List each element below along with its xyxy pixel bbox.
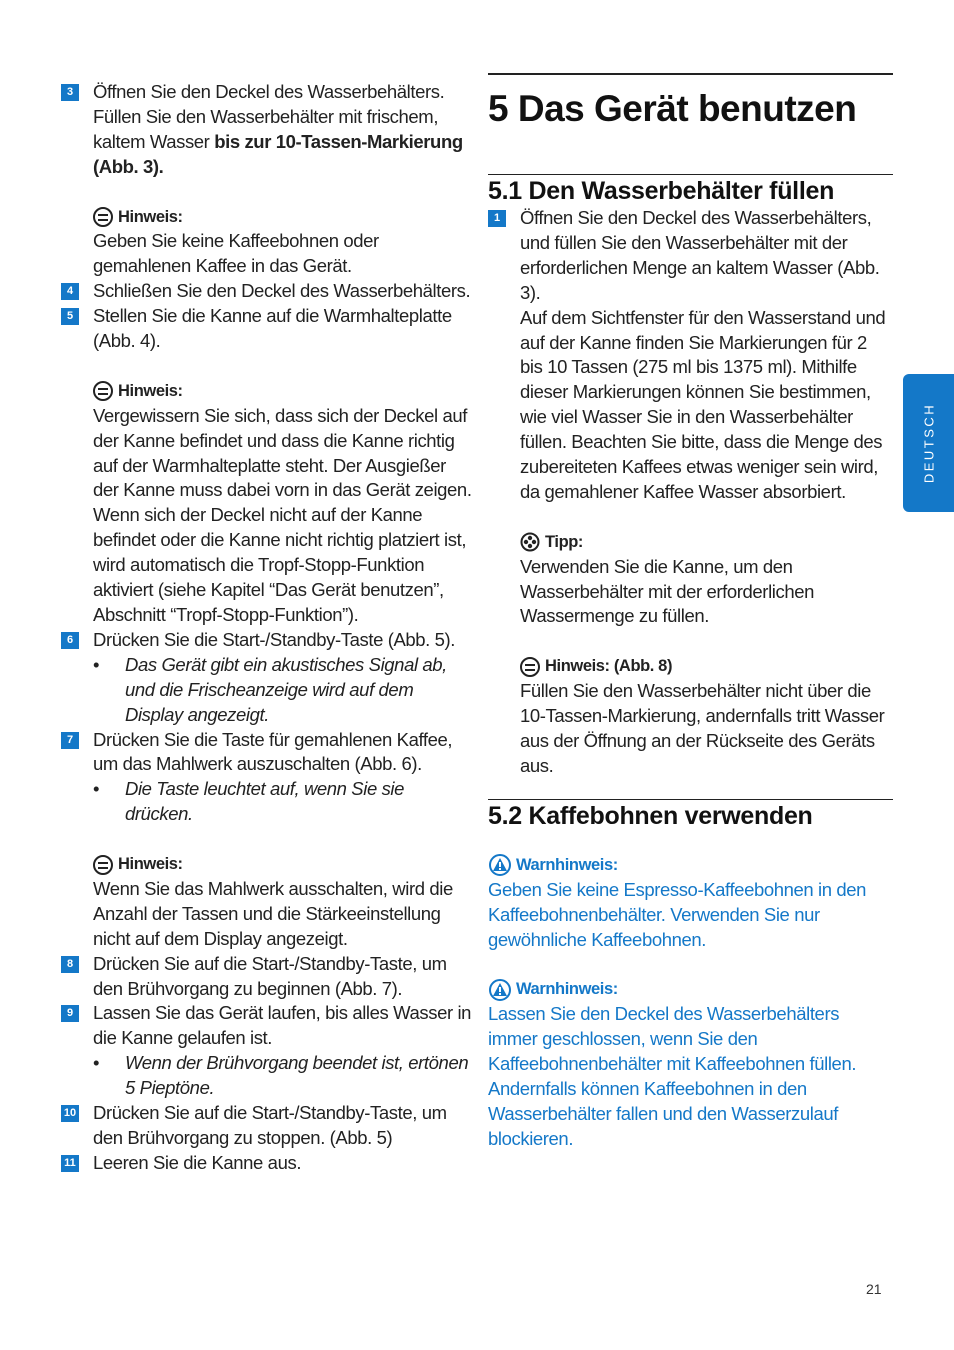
step-7 bbox=[61, 728, 473, 778]
step-text: Lassen Sie das Gerät laufen, bis alles Wasser in die Kanne gelaufen ist. bbox=[93, 1002, 472, 1049]
section-title: 5.1 Den Wasserbehälter füllen bbox=[488, 177, 835, 205]
step-8 bbox=[61, 952, 473, 1002]
step-3 bbox=[61, 80, 473, 180]
note-box bbox=[61, 205, 473, 280]
step-number: 1 bbox=[488, 210, 506, 227]
step-number: 4 bbox=[61, 283, 79, 300]
warning-title: Warnhinweis: bbox=[516, 980, 618, 999]
tip-icon bbox=[520, 532, 540, 552]
note-icon bbox=[93, 207, 113, 227]
step-4 bbox=[61, 279, 473, 304]
step-number: 7 bbox=[61, 732, 79, 749]
step-number: 11 bbox=[61, 1155, 79, 1172]
step-5 bbox=[61, 304, 473, 354]
warning-icon bbox=[488, 854, 512, 876]
section-title: 5.2 Kaffebohnen verwenden bbox=[488, 801, 813, 830]
step-number: 3 bbox=[61, 84, 79, 101]
step-text: Öffnen Sie den Deckel des Wasserbehälters, und füllen Sie den Wasserbehälter mit der erforderlichen Menge an kaltem Wasser (Abb. 3). bbox=[520, 207, 880, 303]
chapter-rule bbox=[488, 73, 893, 75]
step-text: Drücken Sie die Start-/Standby-Taste (Abb. 5). bbox=[93, 628, 456, 650]
warning-text: Geben Sie keine Espresso-Kaffeebohnen in den Kaffeebohnenbehälter. Verwenden Sie nur gewöhnliche Kaffeebohnen. bbox=[488, 878, 867, 950]
step-6 bbox=[61, 628, 473, 653]
step-text: Drücken Sie auf die Start-/Standby-Taste, um den Brühvorgang zu beginnen (Abb. 7). bbox=[93, 952, 447, 999]
tip-text: Verwenden Sie die Kanne, um den Wasserbehälter mit der erforderlichen Wassermenge zu füllen. bbox=[520, 555, 815, 627]
note-box bbox=[488, 654, 893, 779]
note-box bbox=[61, 852, 473, 952]
result-bullet: • Wenn der Brühvorgang beendet ist, ertönen 5 Pieptöne. bbox=[93, 1052, 469, 1099]
warning-title: Warnhinweis: bbox=[516, 855, 618, 874]
step-number: 6 bbox=[61, 632, 79, 649]
note-icon bbox=[520, 657, 540, 677]
warning-box bbox=[488, 853, 893, 953]
language-tab bbox=[903, 374, 954, 512]
step-text: Schließen Sie den Deckel des Wasserbehälters. bbox=[93, 280, 471, 302]
step-1 bbox=[488, 206, 893, 505]
step-number: 5 bbox=[61, 308, 79, 325]
left-column bbox=[61, 80, 473, 1176]
section-rule bbox=[488, 799, 893, 800]
step-text-bold: bis zur 10-Tassen-Markierung (Abb. 3). bbox=[93, 130, 463, 177]
step-text: Drücken Sie die Taste für gemahlenen Kaffee, um das Mahlwerk auszuschalten (Abb. 6). bbox=[93, 728, 453, 775]
note-icon bbox=[93, 855, 113, 875]
chapter-title: 5 Das Gerät benutzen bbox=[488, 88, 857, 129]
note-text: Wenn Sie das Mahlwerk ausschalten, wird die Anzahl der Tassen und die Stärkeeinstellung nicht auf dem Display angezeigt. bbox=[93, 877, 453, 949]
page-number: 21 bbox=[866, 1281, 882, 1297]
step-number: 9 bbox=[61, 1005, 79, 1022]
note-title: Hinweis: bbox=[118, 207, 183, 226]
step-9 bbox=[61, 1001, 473, 1051]
note-text: Geben Sie keine Kaffeebohnen oder gemahlenen Kaffee in das Gerät. bbox=[93, 230, 379, 277]
section-rule bbox=[488, 174, 893, 175]
note-title: Hinweis: bbox=[118, 381, 183, 400]
step-number: 10 bbox=[61, 1105, 79, 1122]
note-title: Hinweis: (Abb. 8) bbox=[545, 657, 673, 676]
step-text: Leeren Sie die Kanne aus. bbox=[93, 1151, 302, 1173]
warning-box bbox=[488, 977, 893, 1151]
warning-icon bbox=[488, 979, 512, 1001]
tip-box bbox=[488, 530, 893, 630]
note-icon bbox=[93, 381, 113, 401]
warning-text: Lassen Sie den Deckel des Wasserbehälters immer geschlossen, wenn Sie den Kaffeebohnenbehälter mit Kaffeebohnen füllen. Andernfalls können Kaffeebohnen in den Wasserbehälter fallen und den Wasserzulauf blockieren. bbox=[488, 1003, 857, 1149]
step-text: Öffnen Sie den Deckel des Wasserbehälters. Füllen Sie den Wasserbehälter mit frischem, kaltem Wasser bis zur 10-Tassen-Markierung (Abb. 3). bbox=[93, 81, 463, 177]
tip-title: Tipp: bbox=[545, 532, 584, 551]
step-text-continued: Auf dem Sichtfenster für den Wasserstand und auf der Kanne finden Sie Markierungen für 2 bis 10 Tassen (275 ml bis 1375 ml). Mithilfe dieser Markierungen können Sie bestimmen, wie viel Wasser Sie in den Wasserbehälter füllen. Beachten Sie bitte, dass die Menge des zubereiteten Kaffees etwas weniger sein wird, da gemahlener Kaffee Wasser absorbiert. bbox=[520, 306, 886, 502]
step-text: Stellen Sie die Kanne auf die Warmhalteplatte (Abb. 4). bbox=[93, 305, 452, 352]
note-text: Füllen Sie den Wasserbehälter nicht über die 10-Tassen-Markierung, andernfalls tritt Wasser aus der Öffnung an der Rückseite des Geräts aus. bbox=[520, 680, 885, 776]
step-11 bbox=[61, 1151, 473, 1176]
note-title: Hinweis: bbox=[118, 855, 183, 874]
step-text: Drücken Sie auf die Start-/Standby-Taste, um den Brühvorgang zu stoppen. (Abb. 5) bbox=[93, 1102, 447, 1149]
result-bullet: • Die Taste leuchtet auf, wenn Sie sie drücken. bbox=[93, 778, 405, 825]
note-box bbox=[61, 379, 473, 628]
result-bullet: • Das Gerät gibt ein akustisches Signal ab, und die Frischeanzeige wird auf dem Display angezeigt. bbox=[93, 653, 447, 725]
language-label: DEUTSCH bbox=[921, 402, 936, 484]
note-text: Vergewissern Sie sich, dass sich der Deckel auf der Kanne befindet und dass die Kanne richtig auf der Warmhalteplatte steht. Der Ausgießer der Kanne muss dabei vorn in das Gerät zeigen. Wenn sich der Deckel nicht auf der Kanne befindet oder die Kanne nicht richtig platziert ist, wird automatisch die Tropf-Stopp-Funktion aktiviert (siehe Kapitel “Das Gerät benutzen”, Abschnitt “Tropf-Stopp-Funktion”). bbox=[93, 404, 472, 625]
right-column bbox=[488, 174, 893, 1152]
step-number: 8 bbox=[61, 956, 79, 973]
step-10 bbox=[61, 1101, 473, 1151]
